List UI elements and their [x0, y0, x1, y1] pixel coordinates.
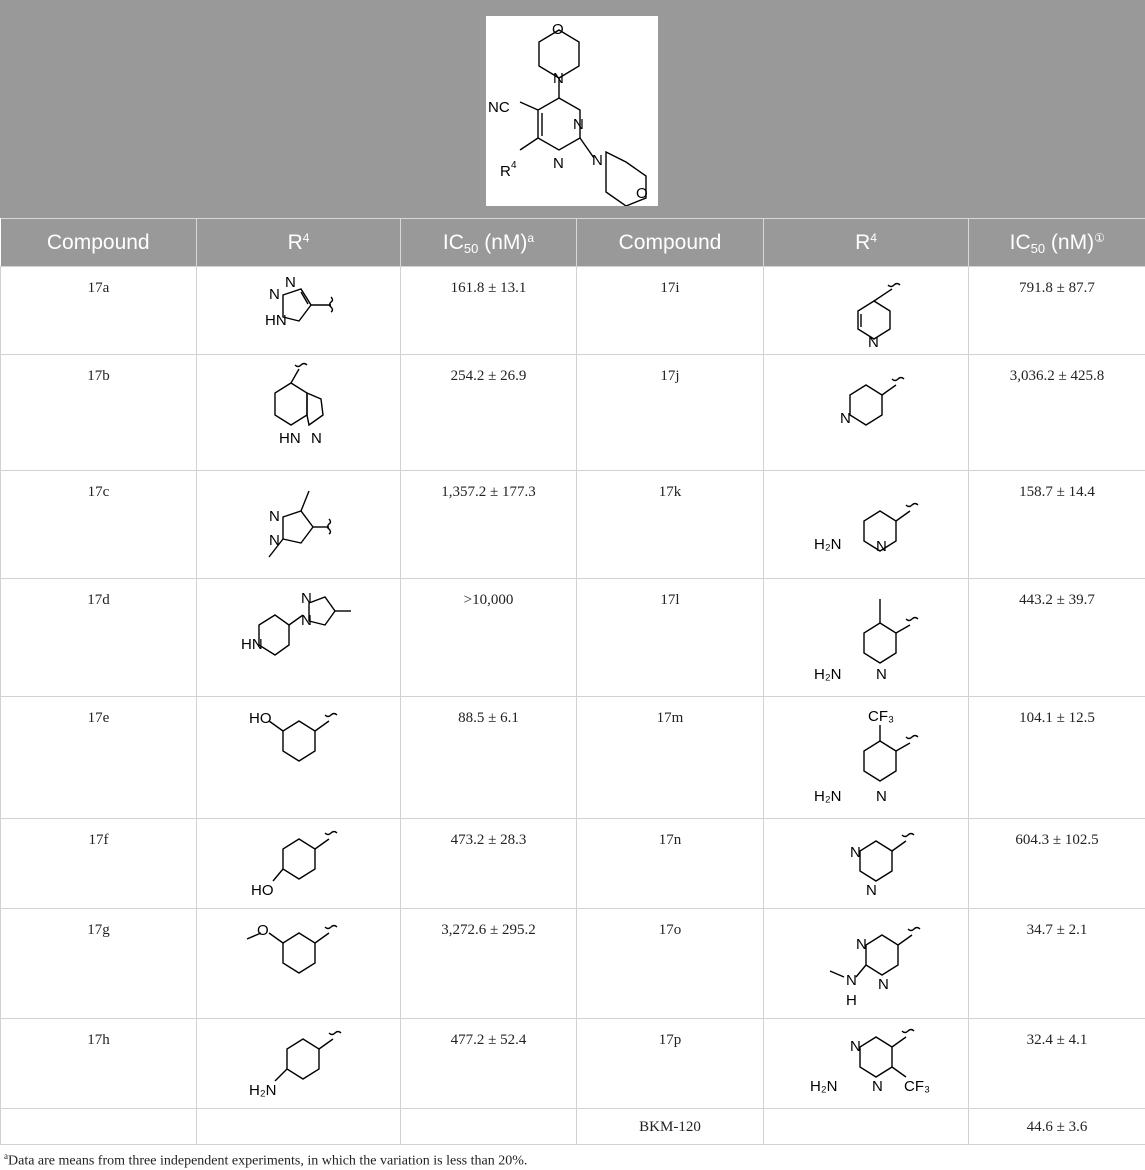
svg-text:CF₃: CF₃	[868, 708, 895, 725]
ic50-cell: 1,357.2 ± 177.3	[401, 471, 577, 579]
svg-text:N: N	[850, 1038, 861, 1055]
svg-text:HN: HN	[278, 430, 301, 447]
compound-cell: 17f	[1, 819, 197, 909]
r4-structure-pyrazole	[197, 267, 401, 355]
table-row	[1, 1019, 1145, 1109]
compound-cell: 17k	[577, 471, 764, 579]
r4-structure-trifluoromethylaminopyrimidine	[764, 1019, 969, 1109]
svg-text:HO: HO	[248, 710, 271, 727]
svg-text:H₂N: H₂N	[814, 788, 842, 805]
r4-structure-4-pyridyl	[764, 355, 969, 471]
table-row	[1, 909, 1145, 1019]
r4-structure-aminopyridine	[764, 471, 969, 579]
r4-structure-methylaminopyrimidine	[764, 909, 969, 1019]
compound-cell: 17p	[577, 1019, 764, 1109]
compound-cell: 17b	[1, 355, 197, 471]
svg-text:H₂N: H₂N	[810, 1078, 838, 1095]
svg-text:H₂N: H₂N	[248, 1082, 276, 1099]
svg-text:N: N	[300, 590, 312, 607]
svg-text:N: N	[876, 538, 887, 555]
svg-text:N: N	[310, 430, 322, 447]
compound-cell: BKM-120	[577, 1109, 764, 1145]
svg-text:4: 4	[511, 160, 517, 171]
svg-text:N: N	[850, 844, 861, 861]
svg-text:HN: HN	[264, 312, 287, 329]
table-header-row	[1, 219, 1145, 267]
svg-text:N: N	[592, 152, 603, 169]
svg-text:N: N	[268, 286, 280, 303]
compound-cell: 17h	[1, 1019, 197, 1109]
r4-structure-3-methoxyphenyl	[197, 909, 401, 1019]
r4-structure-3-pyridyl	[764, 267, 969, 355]
r4-structure-trifluoromethylaminopyridine	[764, 697, 969, 819]
ic50-cell: 791.8 ± 87.7	[969, 267, 1145, 355]
svg-text:H₂N: H₂N	[814, 536, 842, 553]
r4-structure-pyrimidinyl	[764, 819, 969, 909]
ic50-cell: 604.3 ± 102.5	[969, 819, 1145, 909]
svg-text:N: N	[284, 274, 296, 291]
svg-text:HO: HO	[250, 882, 273, 899]
ic50-cell: 32.4 ± 4.1	[969, 1019, 1145, 1109]
svg-text:N: N	[268, 532, 280, 549]
compound-cell: 17a	[1, 267, 197, 355]
compound-cell: 17j	[577, 355, 764, 471]
svg-text:HN: HN	[240, 636, 263, 653]
table-row	[1, 355, 1145, 471]
svg-text:N: N	[872, 1078, 883, 1095]
ic50-cell: 3,036.2 ± 425.8	[969, 355, 1145, 471]
svg-text:CF₃: CF₃	[904, 1078, 931, 1095]
header-r4: $R^4$	[197, 219, 401, 267]
ic50-cell: 161.8 ± 13.1	[401, 267, 577, 355]
ic50-cell	[401, 1109, 577, 1145]
r4-structure-piperidinylpyrazole	[197, 579, 401, 697]
ic50-table	[0, 218, 1145, 1145]
ic50-cell: 477.2 ± 52.4	[401, 1019, 577, 1109]
svg-text:H: H	[846, 992, 857, 1009]
ic50-cell: 3,272.6 ± 295.2	[401, 909, 577, 1019]
ic50-cell: 34.7 ± 2.1	[969, 909, 1145, 1019]
r4-structure-dimethylpyrazole	[197, 471, 401, 579]
svg-text:O: O	[256, 922, 269, 939]
header-compound: Compound	[1, 219, 197, 267]
r4-empty-cell	[197, 1109, 401, 1145]
compound-cell: 17l	[577, 579, 764, 697]
header-r4-2: $R^4$	[764, 219, 969, 267]
svg-text:N: N	[268, 508, 280, 525]
svg-text:N: N	[878, 976, 889, 993]
ic50-cell: 44.6 ± 3.6	[969, 1109, 1145, 1145]
svg-text:N: N	[866, 882, 877, 899]
table-row	[1, 471, 1145, 579]
svg-text:O: O	[552, 21, 564, 38]
ic50-cell: >10,000	[401, 579, 577, 697]
compound-cell	[1, 1109, 197, 1145]
r4-structure-4-aminophenyl	[197, 1019, 401, 1109]
table-row	[1, 819, 1145, 909]
svg-text:R: R	[500, 163, 511, 180]
compound-cell: 17o	[577, 909, 764, 1019]
ic50-cell: 443.2 ± 39.7	[969, 579, 1145, 697]
svg-text:N: N	[856, 936, 867, 953]
scaffold-structure	[486, 16, 658, 206]
svg-text:N: N	[868, 334, 879, 351]
compound-cell: 17d	[1, 579, 197, 697]
compound-cell: 17m	[577, 697, 764, 819]
ic50-cell: 254.2 ± 26.9	[401, 355, 577, 471]
svg-text:O: O	[636, 185, 648, 202]
compound-cell: 17n	[577, 819, 764, 909]
svg-text:N: N	[876, 788, 887, 805]
r4-empty-cell	[764, 1109, 969, 1145]
table-row	[1, 267, 1145, 355]
compound-cell: 17g	[1, 909, 197, 1019]
compound-cell: 17e	[1, 697, 197, 819]
r4-structure-4-hydroxyphenyl	[197, 819, 401, 909]
r4-structure-indazole	[197, 355, 401, 471]
svg-text:N: N	[300, 612, 312, 629]
svg-text:H₂N: H₂N	[814, 666, 842, 683]
ic50-cell: 88.5 ± 6.1	[401, 697, 577, 819]
svg-text:N: N	[840, 410, 851, 427]
r4-structure-3-hydroxyphenyl	[197, 697, 401, 819]
header-ic50: IC50 (nM)$^a$	[401, 219, 577, 267]
header-banner	[0, 0, 1145, 218]
table-row	[1, 697, 1145, 819]
table-row	[1, 1109, 1145, 1145]
r4-structure-methylaminopyridine	[764, 579, 969, 697]
ic50-cell: 104.1 ± 12.5	[969, 697, 1145, 819]
ic50-cell: 158.7 ± 14.4	[969, 471, 1145, 579]
svg-text:N: N	[876, 666, 887, 683]
header-compound-2: Compound	[577, 219, 764, 267]
svg-text:N: N	[846, 972, 857, 989]
svg-text:N: N	[573, 116, 584, 133]
svg-text:NC: NC	[488, 99, 510, 116]
compound-cell: 17i	[577, 267, 764, 355]
svg-text:N: N	[553, 70, 564, 87]
header-ic50-2: IC50 (nM)①	[969, 219, 1145, 267]
ic50-cell: 473.2 ± 28.3	[401, 819, 577, 909]
svg-text:N: N	[553, 155, 564, 172]
compound-cell: 17c	[1, 471, 197, 579]
table-footnote: $^a$Data are means from three independent experiments, in which the variation is less than 20%.	[4, 1151, 528, 1169]
table-row	[1, 579, 1145, 697]
